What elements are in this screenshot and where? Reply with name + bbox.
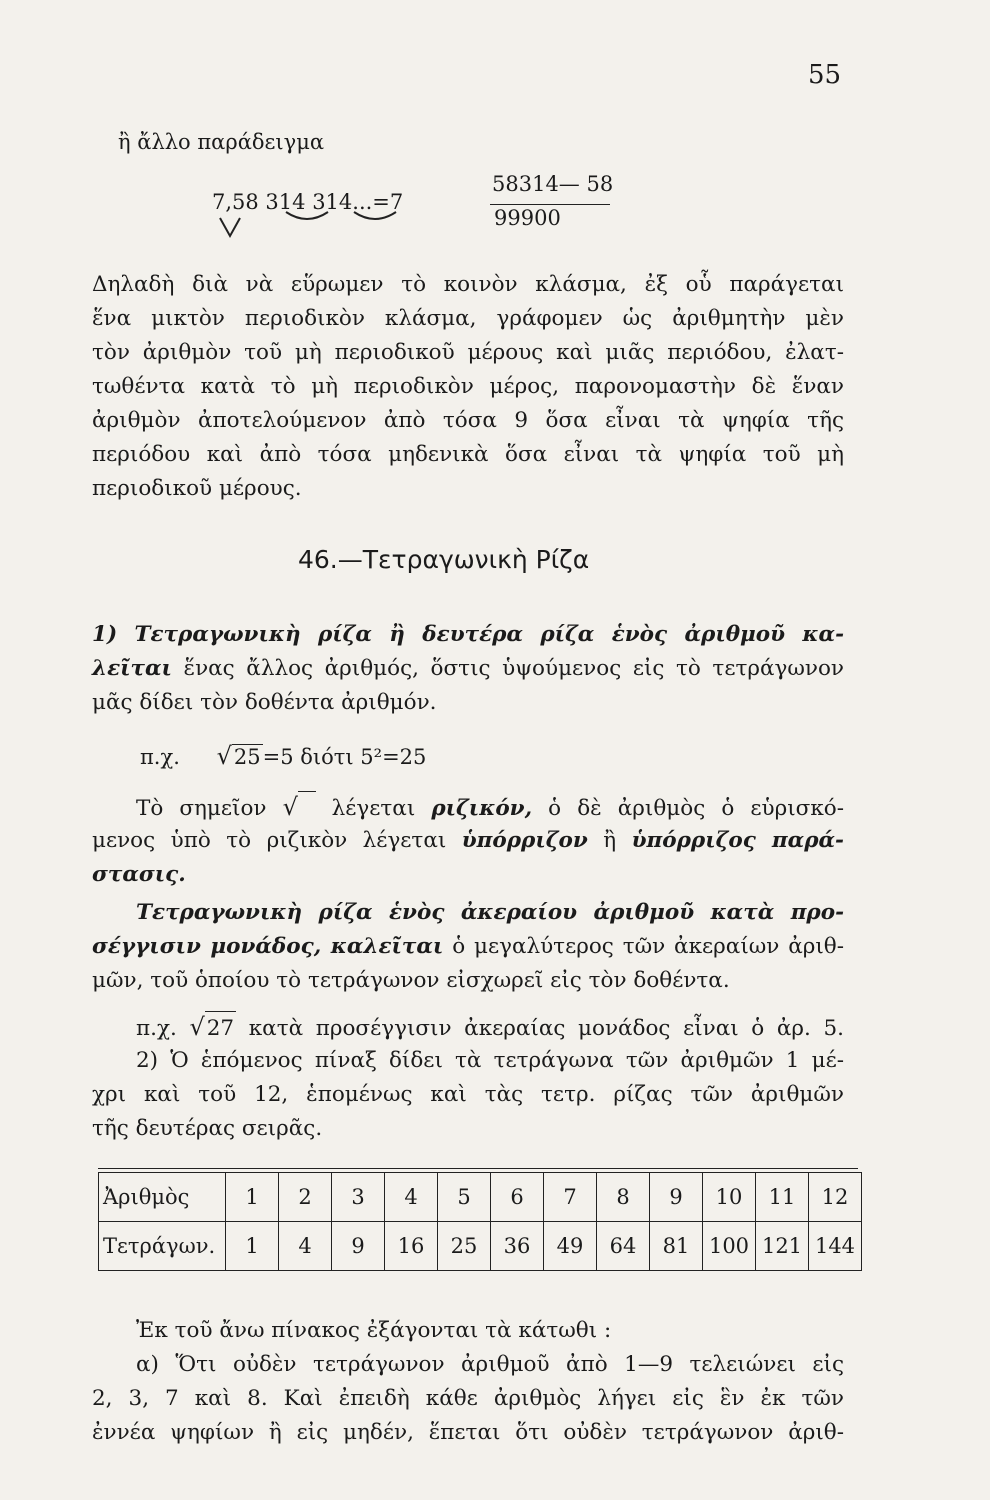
def2-line-2 [92, 930, 844, 964]
table-cell: 121 [756, 1222, 809, 1271]
table-cell: 9 [332, 1222, 385, 1271]
table-cell: 81 [650, 1222, 703, 1271]
table-cell: 1 [226, 1173, 279, 1222]
periodic-fraction-example [212, 168, 632, 258]
radical-icon: √ [216, 742, 232, 770]
symbol-text-c: ὁ δὲ ἀριθμὸς ὁ εὑρισκό- [548, 796, 844, 821]
para3-line-4: ἐννέα ψηφίων ἢ εἰς μηδέν, ἕπεται ὅτι οὐδὲν τετράγωνον ἀριθ- [92, 1420, 844, 1445]
symbol-line-3 [92, 858, 844, 892]
def1-bold: 1) Τετραγωνικὴ ρίζα ἢ δευτέρα ρίζα ἑνὸς ἀριθμοῦ κα- [92, 622, 844, 647]
table-cell: 16 [385, 1222, 438, 1271]
symbol-line-2 [92, 824, 844, 858]
table-row-squares [99, 1222, 862, 1271]
symbol-bold-3: ὑπόρριζος παρά- [631, 828, 844, 853]
table-cell: 9 [650, 1173, 703, 1222]
period-brace-icon [352, 210, 398, 224]
example-2-radicand: 27 [205, 1011, 236, 1046]
table-cell: 7 [544, 1173, 597, 1222]
table-cell: 2 [279, 1173, 332, 1222]
para2-line-1: 2) Ὁ ἑπόμενος πίναξ δίδει τὰ τετράγωνα τῶν ἀριθμῶν 1 μέ- [136, 1048, 844, 1073]
def1-bold-2: λεῖται [92, 656, 172, 681]
fraction-denominator: 99900 [494, 206, 561, 230]
example-1-radicand: 25 [233, 745, 261, 769]
table-row-label: Τετράγων. [99, 1222, 226, 1271]
table-cell: 4 [279, 1222, 332, 1271]
para1-line-5: ἀριθμὸν ἀποτελούμενον ἀπὸ τόσα 9 ὅσα εἶναι τὰ ψηφία τῆς [92, 408, 844, 433]
table-cell: 25 [438, 1222, 491, 1271]
check-mark-icon [212, 210, 252, 240]
table-cell: 36 [491, 1222, 544, 1271]
def2-line-3: μῶν, τοῦ ὁποίου τὸ τετράγωνον εἰσχωρεῖ εἰς τὸν δοθέντα. [92, 968, 730, 993]
para2-line-3: τῆς δευτέρας σειρᾶς. [92, 1116, 323, 1141]
def1-line-1 [92, 618, 844, 652]
para1-line-7: περιοδικοῦ μέρους. [92, 476, 302, 501]
table-cell: 64 [597, 1222, 650, 1271]
symbol-text-d: μενος ὑπὸ τὸ ριζικὸν λέγεται [92, 828, 447, 853]
table-cell: 8 [597, 1173, 650, 1222]
example-2-rest: κατὰ προσέγγισιν ἀκεραίας μονάδος εἶναι ὁ ἀρ. 5. [248, 1016, 844, 1041]
table-top-rule [98, 1168, 858, 1169]
example-1 [140, 742, 426, 770]
section-heading: 46.—Τετραγωνικὴ Ρίζα [298, 545, 590, 574]
para3-line-3: 2, 3, 7 καὶ 8. Καὶ ἐπειδὴ κάθε ἀριθμὸς λήγει εἰς ἓν ἐκ τῶν [92, 1386, 844, 1411]
example-2 [136, 1010, 844, 1046]
squares-table [98, 1172, 862, 1271]
table-cell: 100 [703, 1222, 756, 1271]
def2-bold: Τετραγωνικὴ ρίζα ἑνὸς ἀκεραίου ἀριθμοῦ κατὰ προ- [136, 900, 844, 925]
radical-icon: √ [282, 793, 298, 821]
symbol-bold: ριζικόν, [431, 796, 533, 821]
para2-line-2: χρι καὶ τοῦ 12, ἑπομένως καὶ τὰς τετρ. ρίζας τῶν ἀριθμῶν [92, 1082, 844, 1107]
symbol-text-e: ἢ [603, 828, 617, 853]
symbol-text-a: Τὸ σημεῖον [136, 796, 267, 821]
example-1-rest: =5 διότι 5²=25 [262, 745, 427, 769]
table-cell: 11 [756, 1173, 809, 1222]
para1-line-6: περιόδου καὶ ἀπὸ τόσα μηδενικὰ ὅσα εἶναι τὰ ψηφία τοῦ μὴ [92, 442, 844, 467]
radical-bar [298, 791, 316, 826]
def2-line-1 [136, 896, 844, 930]
def1-line-2 [92, 652, 844, 686]
fraction-numerator: 58314— 58 [492, 172, 614, 196]
fraction-bar [490, 204, 610, 205]
table-cell: 3 [332, 1173, 385, 1222]
symbol-text-b: λέγεται [331, 796, 416, 821]
def1-line-3: μᾶς δίδει τὸν δοθέντα ἀριθμόν. [92, 690, 437, 715]
table-cell: 1 [226, 1222, 279, 1271]
radical-icon: √ [189, 1013, 205, 1041]
table-cell: 4 [385, 1173, 438, 1222]
page-number: 55 [808, 60, 842, 90]
para1-line-4: τωθέντα κατὰ τὸ μὴ περιοδικὸν μέρος, παρονομαστὴν δὲ ἕναν [92, 374, 844, 399]
para3-line-1: Ἐκ τοῦ ἄνω πίνακος ἐξάγονται τὰ κάτωθι : [136, 1318, 612, 1343]
example-1-prefix: π.χ. [140, 745, 180, 769]
symbol-bold-4: στασις. [92, 862, 186, 887]
table-row-numbers [99, 1173, 862, 1222]
table-cell: 6 [491, 1173, 544, 1222]
para1-line-2: ἕνα μικτὸν περιοδικὸν κλάσμα, γράφομεν ὡς ἀριθμητὴν μὲν [92, 306, 844, 331]
symbol-bold-2: ὑπόρριζον [461, 828, 588, 853]
fraction-lhs: 7,58 314 314...=7 [212, 190, 404, 214]
table-row-label: Ἀριθμὸς [99, 1173, 226, 1222]
table-cell: 5 [438, 1173, 491, 1222]
def2-bold-2: σέγγισιν μονάδος, καλεῖται [92, 934, 444, 959]
def2-rest: ὁ μεγαλύτερος τῶν ἀκεραίων ἀριθ- [443, 934, 845, 959]
para1-line-3: τὸν ἀριθμὸν τοῦ μὴ περιοδικοῦ μέρους καὶ μιᾶς περιόδου, ἐλατ- [92, 340, 844, 365]
def1-rest: ἕνας ἄλλος ἀριθμός, ὅστις ὑψούμενος εἰς τὸ τετράγωνον [171, 656, 844, 681]
example-2-prefix: π.χ. [136, 1016, 177, 1041]
table-cell: 12 [809, 1173, 862, 1222]
intro-line: ἢ ἄλλο παράδειγμα [118, 130, 325, 154]
symbol-line-1 [136, 790, 844, 826]
period-brace-icon [284, 210, 330, 224]
table-cell: 10 [703, 1173, 756, 1222]
table-cell: 49 [544, 1222, 597, 1271]
table-cell: 144 [809, 1222, 862, 1271]
para1-line-1: Δηλαδὴ διὰ νὰ εὕρωμεν τὸ κοινὸν κλάσμα, ἐξ οὗ παράγεται [92, 272, 844, 297]
para3-line-2: α) Ὅτι οὐδὲν τετράγωνον ἀριθμοῦ ἀπὸ 1—9 τελειώνει εἰς [136, 1352, 844, 1377]
